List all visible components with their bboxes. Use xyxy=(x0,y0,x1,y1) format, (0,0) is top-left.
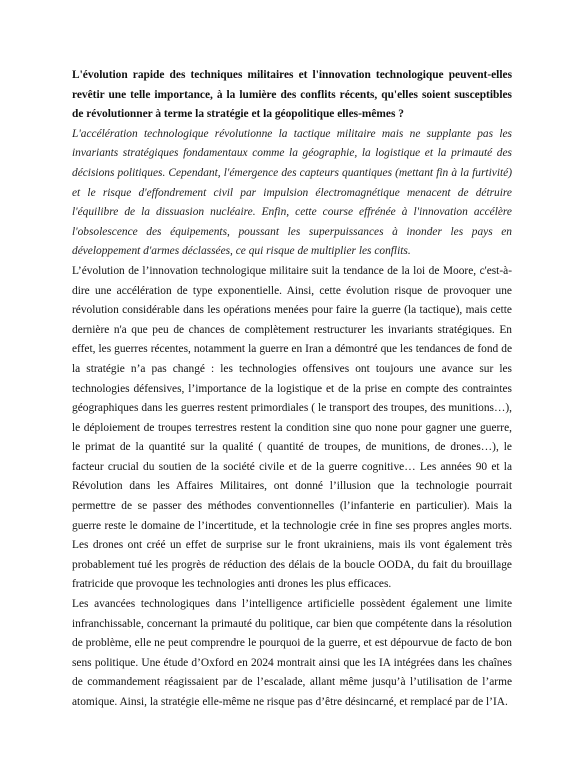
body-paragraph-1: L’évolution de l’innovation technologique militaire suit la tendance de la loi de Moore, c'est-à-dire une accélération de type exponentielle. Ainsi, cette évolution risque de provoquer une révolution considérable dans les opérations menées pour faire la guerre (la tactique), mais cette dernière n'a que peu de chances de complètement restructurer les invariants stratégiques. En effet, les guerres récentes, notamment la guerre en Iran a démontré que les tendances de fond de la stratégie n’a pas changé : les technologies offensives ont toujours une avance sur les technologies défensives, l’importance de la logistique et de la prise en compte des contraintes géographiques dans les guerres restent primordiales ( le transport des troupes, des munitions…), le déploiement de troupes terrestres restent la condition sine quo none pour gagner une guerre, le primat de la quantité sur la qualité ( quantité de troupes, de munitions, de drones…), le facteur crucial du soutien de la société civile et de la guerre cognitive… Les années 90 et la Révolution dans les Affaires Militaires, ont donné l’illusion que la technologie pourrait permettre de se passer des méthodes conventionnelles (l’infanterie en particulier). Mais la guerre reste le domaine de l’incertitude, et la technologie crée in fine ses propres angles morts. Les drones ont créé un effet de surprise sur le front ukrainiens, mais ils vont également très probablement tué les progrès de réduction des délais de la boucle OODA, du fait du brouillage fratricide que provoque les technologies anti drones les plus efficaces. xyxy=(72,264,512,591)
document-question: L'évolution rapide des techniques militaires et l'innovation technologique peuvent-elles revêtir une telle importance, à la lumière des conflits récents, qu'elles soient susceptibles de révolutionner à terme la stratégie et la géopolitique elles-mêmes ? xyxy=(72,69,512,121)
body-paragraph-2: Les avancées technologiques dans l’intelligence artificielle possèdent également une limite infranchissable, concernant la primauté du politique, car bien que compétente dans la résolution de problème, elle ne peut comprendre le pourquoi de la guerre, et est dépourvue de facto de bon sens politique. Une étude d’Oxford en 2024 montrait ainsi que les IA intégrées dans les chaînes de commandement réagissaient par de l’escalade, allant même jusqu’à l’utilisation de l’arme atomique. Ainsi, la stratégie elle-même ne risque pas d’être désincarné, et remplacé par de l’IA. xyxy=(72,598,512,708)
document-abstract: L'accélération technologique révolutionne la tactique militaire mais ne supplante pas les invariants stratégiques fondamentaux comme la géographie, la logistique et la primauté des décisions politiques. Cependant, l'émergence des capteurs quantiques (mettant fin à la furtivité) et le risque d'effondrement civil par impulsion électromagnétique menacent de détruire l'équilibre de la dissuasion nucléaire. Enfin, cette course effrénée à l'innovation accélère l'obsolescence des équipements, poussant les superpuissances à inonder les pays en développement d'armes déclassées, ce qui risque de multiplier les conflits. xyxy=(72,127,512,258)
document-page xyxy=(72,66,512,713)
